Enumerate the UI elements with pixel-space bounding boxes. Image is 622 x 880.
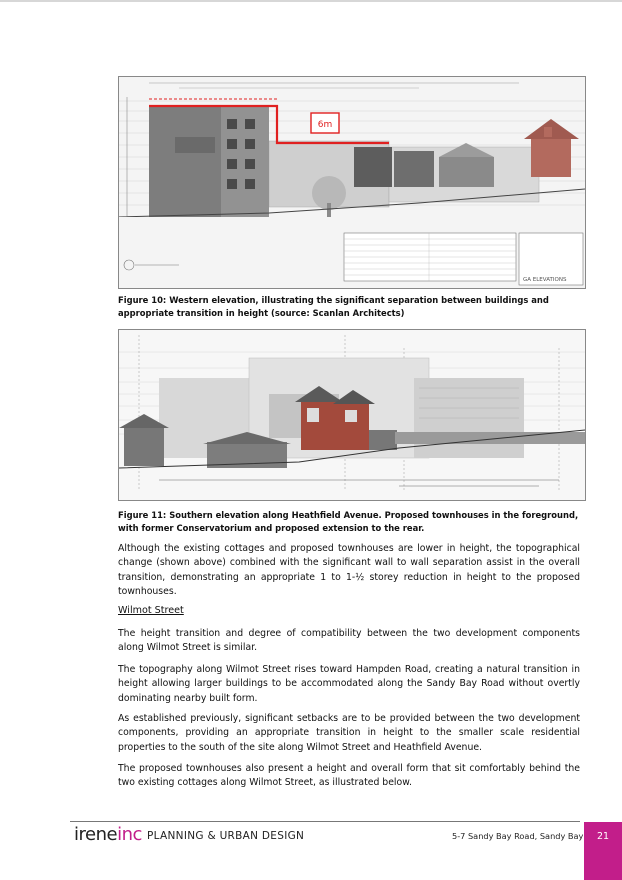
brand-subtitle: PLANNING & URBAN DESIGN — [147, 830, 305, 842]
brand-logo — [74, 824, 142, 845]
footer-address: 5-7 Sandy Bay Road, Sandy Bay — [452, 831, 584, 841]
figure-10-caption: Figure 10: Western elevation, illustrating the significant separation between buildings and appropriate transition in height (source: Scanlan Architects) — [118, 295, 549, 318]
page-number: 21 — [596, 831, 610, 842]
southern-elevation-drawing — [119, 330, 585, 500]
figure-11-southern-elevation — [118, 329, 586, 501]
body-paragraph-4: As established previously, significant setbacks are to be provided between the two development components, providing an appropriate transition in height to the smaller scale residential properties to the south of the site along Wilmot Street and Heathfield Avenue. — [118, 713, 580, 753]
western-elevation-drawing — [119, 77, 585, 288]
drawing-title-stamp: GA ELEVATIONS — [523, 277, 567, 283]
body-paragraph-3: The topography along Wilmot Street rises toward Hampden Road, creating a natural transition in height allowing larger buildings to be accommodated along the Sandy Bay Road without overtly dominating nearby built form. — [118, 664, 580, 704]
body-paragraph-1: Although the existing cottages and proposed townhouses are lower in height, the topographical change (shown above) combined with the significant wall to wall separation assist in the overall transition, demonstrating an appropriate 1 to 1-½ storey reduction in height to the proposed townhouses. — [118, 543, 580, 598]
figure-11-caption: Figure 11: Southern elevation along Heathfield Avenue. Proposed townhouses in the foreground, with former Conservatorium and proposed extension to the rear. — [118, 510, 579, 533]
footer-rule — [70, 821, 580, 822]
body-paragraph-5: The proposed townhouses also present a height and overall form that sit comfortably behind the two existing cottages along Wilmot Street, as illustrated below. — [118, 763, 580, 789]
six-metre-label: 6m — [317, 120, 333, 130]
section-heading-wilmot-street: Wilmot Street — [118, 605, 184, 616]
figure-10-western-elevation — [118, 76, 586, 289]
top-rule — [0, 0, 622, 2]
brand-logo-part2: inc — [117, 824, 142, 845]
brand-logo-part1: irene — [74, 824, 118, 845]
body-paragraph-2: The height transition and degree of compatibility between the two development components along Wilmot Street is similar. — [118, 628, 580, 654]
